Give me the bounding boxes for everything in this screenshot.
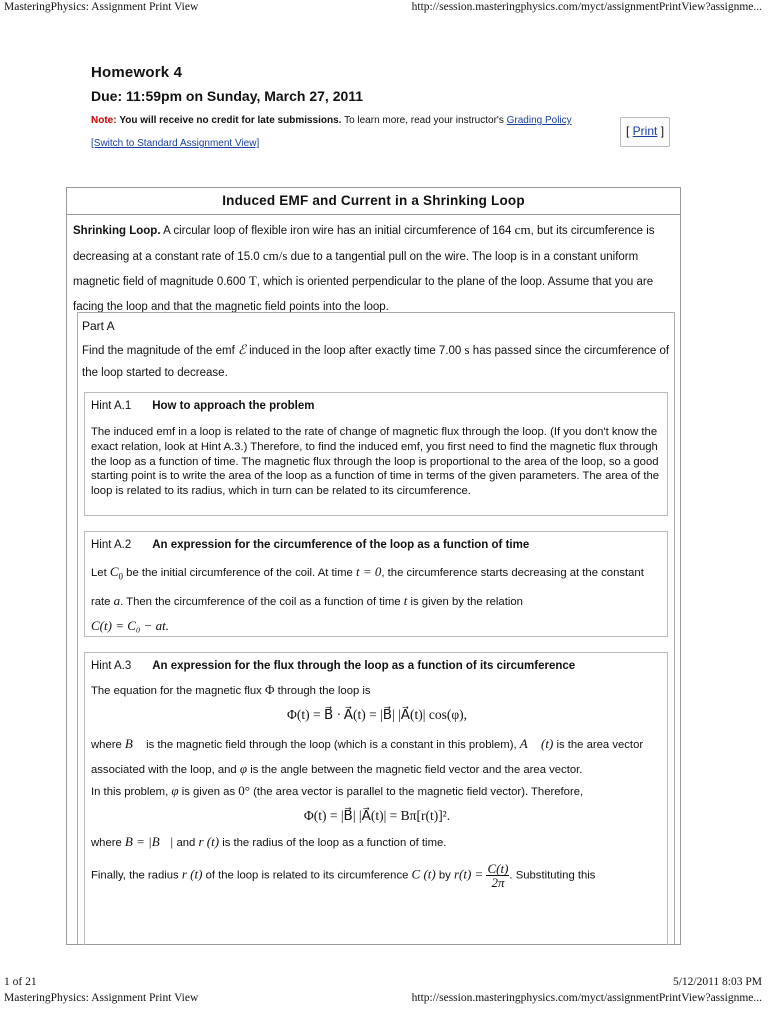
switch-view-link[interactable]: [Switch to Standard Assignment View] (91, 138, 260, 149)
hint-title: An expression for the flux through the loop as a function of its circumference (152, 660, 576, 672)
hint-a1-header (91, 400, 315, 412)
hint-number: Hint A.1 (91, 400, 132, 412)
hint-text: of the loop is related to its circumference (205, 869, 409, 882)
hint-a2[interactable] (84, 531, 668, 637)
due-date: Due: 11:59pm on Sunday, March 27, 2011 (91, 88, 364, 104)
hint-text: be the initial circumference of the coil. At time (126, 567, 353, 579)
next-page-url: http://session.masteringphysics.com/myct/assignmentPrintView?assignme... (411, 992, 762, 1004)
hint-text: In this problem, (91, 786, 169, 798)
part-a (77, 312, 675, 944)
note-text: To learn more, read your instructor's (344, 115, 504, 126)
hint-text: (the area vector is parallel to the magnetic field vector). Therefore, (253, 786, 584, 798)
b-vector-symbol: B⃗ (124, 736, 143, 751)
question-text-3: has passed since the circumference of the loop started to decrease. (82, 345, 670, 379)
intro-bold: Shrinking Loop. (73, 225, 161, 237)
fraction-denominator: 2π (491, 875, 505, 890)
hint-text: Finally, the radius (91, 869, 179, 882)
radius-fraction (486, 862, 509, 889)
r-of-t-symbol: r (t) (181, 866, 203, 882)
hint-text: . Then the circumference of the coil as a function of time (120, 595, 401, 608)
hint-text: , the circumference starts decreasing at the constant rate (91, 567, 644, 608)
hint-a2-header (91, 539, 529, 551)
fraction-numerator: C(t) (487, 861, 509, 876)
assignment-header (91, 64, 691, 149)
flux-equation: Φ(t) = B⃗ · A⃗(t) = |B⃗| |A⃗(t)| cos(φ), (286, 707, 468, 722)
hint-text: through the loop is (277, 685, 371, 697)
c-of-t-symbol: C (t) (411, 866, 436, 882)
note-label: Note: (91, 115, 117, 126)
hint-number: Hint A.2 (91, 539, 132, 551)
part-a-label: Part A (82, 319, 115, 333)
a-vector-symbol: A⃗ (t) (519, 736, 554, 751)
t-symbol: t (403, 592, 408, 608)
hint-text: . Substituting this (509, 869, 596, 882)
zero-degree: 0° (238, 783, 250, 798)
homework-title: Homework 4 (91, 64, 183, 81)
hint-text: is the angle between the magnetic field vector and the area vector. (250, 764, 583, 776)
hint-a1[interactable] (84, 392, 668, 516)
hint-text: Let (91, 567, 107, 579)
hint-text: and (176, 837, 196, 849)
next-page-title: MasteringPhysics: Assignment Print View (4, 992, 199, 1004)
switch-view (91, 138, 691, 149)
intro-text-3: due to a tangential pull on the wire. The loop is in a constant uniform magnetic field of magnitude 0.600 (73, 250, 639, 288)
print-bracket-close: ] (660, 124, 665, 138)
question-text-1: Find the magnitude of the emf (82, 345, 235, 357)
t-zero-symbol: t = 0 (355, 564, 382, 579)
note-bold-text: You will receive no credit for late submissions. (119, 115, 342, 126)
hint-a3-body (91, 681, 663, 889)
hint-title: An expression for the circumference of the loop as a function of time (152, 539, 530, 551)
a-symbol: a (113, 592, 121, 608)
b-magnitude-symbol: B = |B⃗| (124, 834, 174, 849)
hint-number: Hint A.3 (91, 660, 132, 672)
emf-symbol: ℰ (238, 342, 246, 357)
hint-title: How to approach the problem (152, 400, 315, 412)
phi-angle-symbol: φ (171, 783, 179, 798)
unit-cm-per-s: cm/s (262, 247, 288, 263)
print-box (620, 117, 670, 147)
unit-seconds: s (464, 342, 470, 357)
print-bracket-open: [ (625, 124, 630, 138)
flux-radius-equation: Φ(t) = |B⃗| |A⃗(t)| = Bπ[r(t)]². (303, 808, 451, 823)
print-header (0, 0, 768, 16)
hint-a2-body (91, 560, 663, 639)
phi-angle-symbol: φ (239, 761, 248, 776)
phi-symbol: Φ (264, 682, 275, 697)
hint-text: by (438, 869, 451, 882)
hint-a3[interactable] (84, 652, 668, 945)
problem-title: Induced EMF and Current in a Shrinking Loop (67, 188, 680, 215)
intro-text-2: , but its circumference is decreasing at a constant rate of 15.0 (73, 225, 655, 263)
intro-text-1: A circular loop of flexible iron wire has an initial circumference of 164 (163, 225, 512, 237)
page-number: 1 of 21 (4, 976, 37, 988)
hint-text: is given by the relation (410, 595, 523, 608)
page-url: http://session.masteringphysics.com/myct/assignmentPrintView?assignme... (411, 1, 762, 13)
page-title: MasteringPhysics: Assignment Print View (4, 1, 199, 13)
unit-cm: cm (514, 222, 531, 237)
hint-text: where (91, 739, 122, 751)
grading-policy-link[interactable]: Grading Policy (506, 115, 572, 126)
problem-intro (73, 218, 675, 319)
circumference-equation: C(t) = C₀ − at. (91, 617, 170, 633)
print-link[interactable]: Print (632, 124, 658, 138)
late-note (91, 115, 691, 126)
r-definition: r(t) = (453, 866, 484, 882)
hint-text: where (91, 837, 122, 849)
question-text-2: induced in the loop after exactly time 7.00 (249, 345, 462, 357)
hint-a1-body: The induced emf in a loop is related to the rate of change of magnetic flux through the loop. (If you don't know the exact relation, look at Hint A.3.) Therefore, to find the induced emf, you first need to find the magnetic flux through the loop as a function of time. The magnetic flux through the loop is proportional to the area of the loop, so a good starting point is to write the area of the loop as a function of time in terms of the given parameters. The area of the loop is related to its radius, which in turn can be related to its circumference. (91, 426, 660, 498)
hint-text: is given as (181, 786, 236, 798)
hint-a3-header (91, 660, 575, 672)
hint-text: is the magnetic field through the loop (which is a constant in this problem), (146, 739, 517, 751)
c0-symbol: $C_0$ (109, 564, 124, 582)
print-datetime: 5/12/2011 8:03 PM (672, 976, 762, 988)
part-a-question (82, 339, 670, 384)
hint-text: is the area vector associated with the loop, and (91, 739, 644, 776)
problem-box (66, 187, 681, 945)
r-of-t-symbol: r (t) (198, 834, 220, 849)
unit-tesla: T (248, 273, 257, 288)
intro-text-4: , which is oriented perpendicular to the plane of the loop. Assume that you are facing the loop and that the magnetic field points into the loop. (73, 276, 654, 313)
hint-text: The equation for the magnetic flux (91, 685, 262, 697)
hint-text: is the radius of the loop as a function of time. (222, 837, 447, 849)
